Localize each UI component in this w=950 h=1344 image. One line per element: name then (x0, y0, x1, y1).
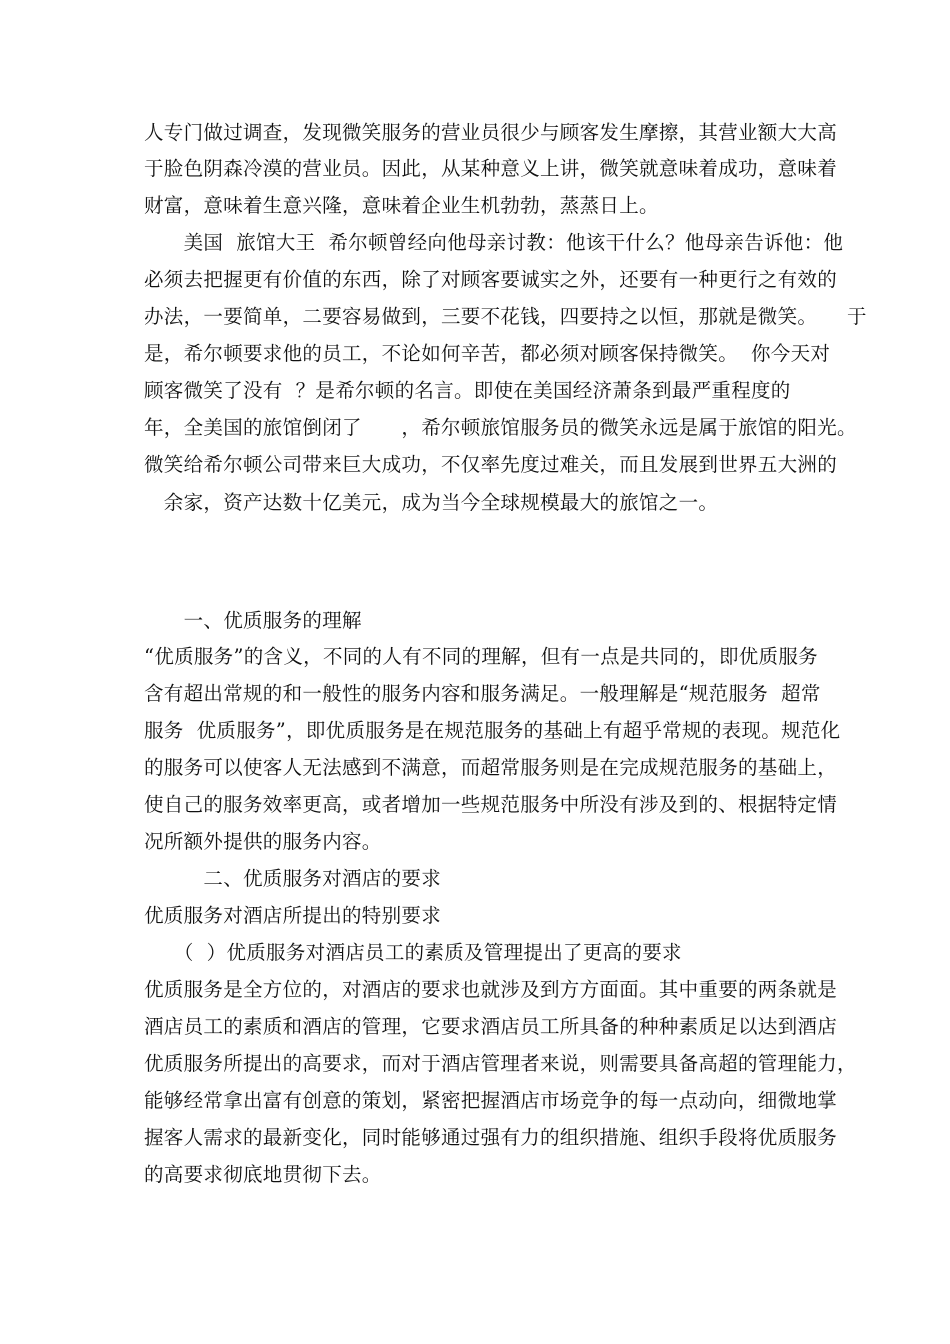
text-line: 握客人需求的最新变化，同时能够通过强有力的组织措施、组织手段将优质服务 (144, 1126, 838, 1149)
section-heading: 二、优质服务对酒店的要求 (144, 867, 442, 890)
text-line: 是，希尔顿要求他的员工，不论如何辛苦，都必须对顾客保持微笑。 你今天对 (144, 342, 831, 365)
text-line: 年，全美国的旅馆倒闭了 ，希尔顿旅馆服务员的微笑永远是属于旅馆的阳光。 (144, 416, 857, 439)
text-line: 必须去把握更有价值的东西，除了对顾客要诚实之外，还要有一种更行之有效的 (144, 268, 838, 291)
text-line: 办法，一要简单，二要容易做到，三要不花钱，四要持之以恒，那就是微笑。 于 (144, 305, 867, 328)
text-line: 美国 旅馆大王 希尔顿曾经向他母亲讨教：他该干什么？他母亲告诉他：他 (144, 231, 844, 254)
section-heading: 一、优质服务的理解 (144, 609, 362, 632)
text-line: 人专门做过调查，发现微笑服务的营业员很少与顾客发生摩擦，其营业额大大高 (144, 121, 838, 144)
text-line: 优质服务所提出的高要求，而对于酒店管理者来说，则需要具备高超的管理能力， (144, 1052, 857, 1075)
text-line: 服务 优质服务”，即优质服务是在规范服务的基础上有超乎常规的表现。规范化 (144, 719, 841, 742)
text-line: 财富，意味着生意兴隆，意味着企业生机勃勃，蒸蒸日上。 (144, 194, 659, 217)
subheading: （ ）优质服务对酒店员工的素质及管理提出了更高的要求 (144, 941, 682, 964)
text-line: 能够经常拿出富有创意的策划，紧密把握酒店市场竞争的每一点动向，细微地掌 (144, 1089, 838, 1112)
text-line: 酒店员工的素质和酒店的管理，它要求酒店员工所具备的种种素质足以达到酒店 (144, 1015, 838, 1038)
text-line: 优质服务是全方位的，对酒店的要求也就涉及到方方面面。其中重要的两条就是 (144, 978, 838, 1001)
text-line: 的服务可以使客人无法感到不满意，而超常服务则是在完成规范服务的基础上， (144, 756, 838, 779)
text-line: 含有超出常规的和一般性的服务内容和服务满足。一般理解是“规范服务 超常 (144, 682, 821, 705)
text-line: 顾客微笑了没有 ？是希尔顿的名言。即使在美国经济萧条到最严重程度的 (144, 379, 791, 402)
text-line: 余家，资产达数十亿美元，成为当今全球规模最大的旅馆之一。 (144, 491, 719, 514)
subheading: 优质服务对酒店所提出的特别要求 (144, 904, 442, 927)
text-line: 的高要求彻底地贯彻下去。 (144, 1163, 382, 1186)
text-line: “优质服务”的含义，不同的人有不同的理解，但有一点是共同的，即优质服务 (144, 645, 818, 668)
text-line: 微笑给希尔顿公司带来巨大成功，不仅率先度过难关，而且发展到世界五大洲的 (144, 453, 838, 476)
text-line: 况所额外提供的服务内容。 (144, 830, 382, 853)
text-line: 于脸色阴森冷漠的营业员。因此，从某种意义上讲，微笑就意味着成功，意味着 (144, 157, 838, 180)
text-line: 使自己的服务效率更高，或者增加一些规范服务中所没有涉及到的、根据特定情 (144, 793, 838, 816)
